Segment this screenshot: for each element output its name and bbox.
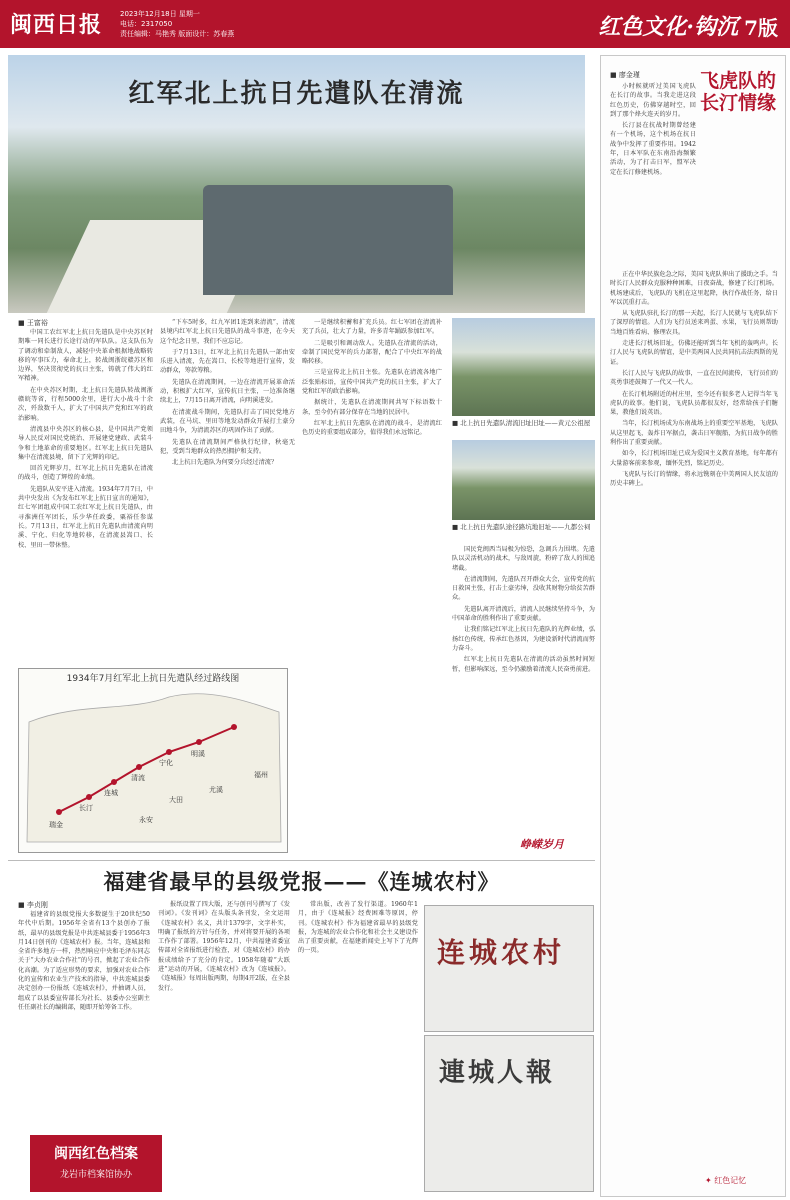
place-label: 永安 xyxy=(139,816,153,824)
photo-caption-1: ■ 北上抗日先遣队清流旧址旧址——黄元公祖屋 xyxy=(452,419,591,427)
main-article-title: 红军北上抗日先遣队在清流 xyxy=(128,79,465,109)
place-label: 清流 xyxy=(131,774,145,782)
newspaper-front-page-photo xyxy=(424,1035,594,1192)
section-divider xyxy=(8,860,595,861)
gongzu-hall-photo xyxy=(452,318,595,416)
main-byline: ■ 王富裕 xyxy=(18,319,48,327)
paragraph: 在清流期间，先遣队召开群众大会，宣传党的抗日救国主张，打击土豪劣绅，没收其财物分给贫苦群众。 xyxy=(452,575,595,602)
main-col-4 xyxy=(452,545,595,823)
bottom-col-2 xyxy=(158,900,290,1190)
newspaper-masthead-photo xyxy=(424,905,594,1032)
paragraph: 从飞虎队驻扎长汀的那一天起，长汀人民就与飞虎队结下了深厚的情谊。人们为飞行员送来鸡蛋、水果，飞行员则帮助当地百姓看病、修理农具。 xyxy=(610,310,778,336)
place-label: 宁化 xyxy=(159,759,173,767)
paragraph: 三是宣传北上抗日主张。先遣队在清流各地广泛张贴标语，宣传中国共产党的抗日主张，扩大了党和红军的政治影响。 xyxy=(302,369,442,396)
place-marker xyxy=(86,794,92,800)
jiudu-hall-photo xyxy=(452,440,595,520)
place-label: 尤溪 xyxy=(209,786,223,794)
place-label: 福州 xyxy=(254,771,268,779)
paragraph: 清流县中央苏区的核心县，是中国共产党领导人民反对国民党统治、开展建党建政、武装斗争和土地革命的重要地区。红军北上抗日先遣队集中在清流县境，留下了光辉的印记。 xyxy=(18,425,153,461)
footer-text: 红色记忆 xyxy=(714,1176,747,1185)
paragraph: 先遣队从安平进入清流。1934年7月7日，中共中央发出《为发布红军北上抗日宣言的通知》，红七军团组成中国工农红军北上抗日先遣队，由寻淮洲任军团长，乐少华任政委，粟裕任参谋长。7月13日，红军北上抗日先遣队由清流向明溪、宁化、归化等地转移，在清流县嵩口、长校、里田一带休整。 xyxy=(18,485,153,549)
issue-date: 2023年12月18日 星期一 xyxy=(120,10,200,18)
main-col-1 xyxy=(18,328,153,663)
bottom-byline: ■ 李贞刚 xyxy=(18,901,48,909)
main-col-3 xyxy=(302,318,442,858)
paragraph: 先遣队在清流期间严格执行纪律，秋毫无犯，受到当地群众的热烈拥护和支持。 xyxy=(160,438,295,455)
place-marker xyxy=(196,739,202,745)
paragraph: 于7月13日，红军北上抗日先遣队一部由安乐进入清流，先在嵩口、长校等地进行宣传，发动群众，筹款筹粮。 xyxy=(160,348,295,375)
paragraph: 走进长汀机场旧址，仿佛还能听到当年飞机的轰鸣声。长汀人民与飞虎队的情谊，是中美两国人民共同抗击法西斯的见证。 xyxy=(610,340,778,366)
bottom-article-title: 福建省最早的县级党报——《连城农村》 xyxy=(103,869,500,894)
paragraph: 在清流战斗期间，先遣队打击了国民党地方武装，在马坑、里田等地发动群众开展打土豪分田地斗争，为清流苏区的巩固作出了贡献。 xyxy=(160,408,295,435)
paper-name: 闽西日报 xyxy=(10,12,103,38)
map-drawing xyxy=(19,682,287,852)
right-article-title: 飞虎队的长汀情缘 xyxy=(700,70,777,114)
phone: 电话：2317050 xyxy=(120,20,173,28)
place-marker xyxy=(56,809,62,815)
page-number: 7版 xyxy=(744,16,778,40)
paragraph: 飞虎队与长汀的情缘，将永远镌刻在中美两国人民友谊的历史丰碑上。 xyxy=(610,470,778,488)
right-footer-label xyxy=(705,1175,746,1186)
newspaper-masthead-text: 连城农村 xyxy=(437,936,566,969)
place-label: 瑞金 xyxy=(49,821,63,829)
right-byline: ■ 廖金瑾 xyxy=(610,71,640,79)
paragraph: 正在中华民族危急之际，美国飞虎队伸出了援助之手。当时长汀人民群众克服种种困难，日夜奋战，修建了长汀机场。机场建成后，飞虎队的飞机在这里起降，执行作战任务，给日军以沉重打击。 xyxy=(610,271,778,306)
editors: 责任编辑：马艳秀 版面设计：苏春燕 xyxy=(120,30,235,38)
paragraph: 当年，长汀机场成为东南战场上的重要空军基地，飞虎队从这里起飞，轰炸日军据点，袭击日军舰船，为抗日战争的胜利作出了重要贡献。 xyxy=(610,420,778,447)
bottom-col-3 xyxy=(298,900,418,1190)
paragraph: 一是继续积蓄和扩充兵员。红七军团在清流补充了兵员，壮大了力量，许多青年踊跃参加红军。 xyxy=(302,319,442,336)
newspaper-front-page-text: 連城人報 xyxy=(439,1058,556,1088)
photo-caption-2: ■ 北上抗日先遣队途径路坑地旧址——九都公祠 xyxy=(452,523,591,531)
column-label: 峥嵘岁月 xyxy=(520,838,564,851)
archive-title: 闽西红色档案 xyxy=(54,1146,138,1162)
place-marker xyxy=(166,749,172,755)
paragraph: 红军北上抗日先遣队在清流的活动虽然时间短暂，但影响深远，至今仍激励着清流人民奋勇前进。 xyxy=(452,656,595,673)
paragraph: 国民党闽西当局极为惊恐，急调兵力围堵。先遣队以灵活机动的战术，与敌周旋，粉碎了敌人的围追堵截。 xyxy=(452,546,595,572)
archive-sub: 龙岩市档案馆协办 xyxy=(59,1170,132,1180)
paragraph: 长汀县在抗战时期曾经建有一个机场，这个机场在抗日战争中发挥了重要作用。1942年，日本军队在东南沿海频繁活动，为了打击日军，盟军决定在长汀修建机场。 xyxy=(610,122,696,176)
route-map xyxy=(18,668,288,853)
masthead xyxy=(0,0,790,48)
paragraph: 让我们铭记红军北上抗日先遣队的光辉业绩，弘扬红色传统，传承红色基因，为建设新时代清流而努力奋斗。 xyxy=(452,626,595,652)
section-name: 红色文化·钩沉 xyxy=(598,14,738,40)
place-marker xyxy=(231,724,237,730)
paragraph: 北上抗日先遣队为何要分兵经过清流？ xyxy=(172,459,278,467)
star-icon: ✦ xyxy=(705,1176,712,1185)
place-marker xyxy=(136,764,142,770)
paragraph: 先遣队离开清流后，清流人民继续坚持斗争，为中国革命的胜利作出了重要贡献。 xyxy=(452,605,595,623)
paragraph: 二是吸引和调动敌人。先遣队在清流的活动，牵制了国民党军的兵力部署，配合了中央红军的战略转移。 xyxy=(302,339,442,366)
paragraph: 长汀人民与飞虎队的故事，一直在民间流传，飞行员们的英勇事迹鼓舞了一代又一代人。 xyxy=(610,369,778,387)
paragraph: 先遣队在清流期间，一边在清流开展革命活动，积极扩大红军，宣传抗日主张，一边准备继续北上，7月15日离开清流，向明溪进发。 xyxy=(160,378,295,405)
paragraph: 福建省的县级党报大多数诞生于20世纪50年代中后期。1956年全省有13个县创办了报纸，最早的县级党报是中共连城县委于1956年3月14日创刊的《连城农村》报。当年，连城县和全省许多地方一样，热烈响应中央和毛泽东同志关于“大办农业合作社”的号召，掀起了农业合作化高潮。为了适应形势的要求，加强对农业合作化的宣传和农业生产技术的指导，中共连城县委决定创办一份报纸《连城农村》，并抽调人员，组成了以县委宣传部长为社长、县委办公室副主任任副社长的编辑部，随即开始筹备工作。 xyxy=(18,911,150,1011)
place-label: 明溪 xyxy=(191,750,205,758)
place-label: 连城 xyxy=(104,789,118,797)
paragraph: 中国工农红军北上抗日先遣队是中央苏区时期唯一同长进行长途行动的军队队。这支队伍为了调动和牵制敌人，减轻中央革命根据地战略转移的军事压力，奉命北上，转战闽浙皖赣苏区和边界，坚决贯彻党的抗日主张，铸就了伟大的红军精神。 xyxy=(18,329,153,383)
paragraph: 在长汀机场附近的村庄里，至今还有很多老人记得当年飞虎队的故事。他们说，飞虎队员都很友好，经常给孩子们糖果，教他们说英语。 xyxy=(610,390,778,417)
paragraph: 报纸设置了四大版，还与创刊号撰写了《发刊词》。《发刊词》在头版头条刊发，全文运用《连城农村》名义，共计1379字，文字朴实，明确了报纸的方针与任务，并对将要开展的各项工作作了部署。1956年12月，中共福建省委宣传部对全省报纸进行检查，对《连城农村》的办报成绩给予了充分的肯定。1958年随着“大跃进”运动的开展，《连城农村》改为《连城报》。《连城报》每周出版两期，每期4开2版，在全县发行。 xyxy=(158,901,290,992)
paragraph: 回首光辉岁月，红军北上抗日先遣队在清流的战斗，创造了辉煌的业绩。 xyxy=(18,465,153,482)
paragraph: 常出版，改善了发行渠道。1960年1月，由于《连城报》经费困难等原因，停刊。《连城农村》作为福建省最早的县级党报，为连城的农业合作化和社会主义建设作出了重要贡献，在福建新闻史上写下了光辉的一页。 xyxy=(298,901,418,955)
paragraph: 红军北上抗日先遣队在清流的战斗，是清流红色历史的重要组成部分，值得我们永远铭记。 xyxy=(302,419,442,437)
place-label: 长汀 xyxy=(79,804,93,812)
bottom-col-1 xyxy=(18,910,150,1130)
paragraph: “下车5时多，红九军团1连到来清流”，清流县境内红军北上抗日先遣队的战斗事迹，在今天这个纪念日里，我们不应忘记。 xyxy=(160,319,295,345)
hero-photo xyxy=(8,55,585,313)
right-col-top xyxy=(610,82,696,267)
ancestral-hall-shape xyxy=(203,185,453,295)
place-label: 大田 xyxy=(169,796,183,804)
paragraph: 据统计，先遣队在清流期间共写下标语数十条，至今仍有部分保存在当地的民居中。 xyxy=(302,399,442,416)
place-marker xyxy=(111,779,117,785)
archive-banner xyxy=(30,1135,162,1192)
main-col-2 xyxy=(160,318,295,663)
region-outline xyxy=(27,694,281,842)
paragraph: 在中央苏区时期，北上抗日先遣队转战闽浙赣皖等省，行程5000余里，进行大小战斗十余次，歼敌数千人，扩大了中国共产党和红军的政治影响。 xyxy=(18,386,153,422)
map-title: 1934年7月红军北上抗日先遣队经过路线图 xyxy=(66,674,240,684)
right-col-body xyxy=(610,270,778,1160)
paragraph: 如今，长汀机场旧址已成为爱国主义教育基地，每年都有大量游客前来参观，缅怀先烈，铭记历史。 xyxy=(610,450,778,467)
paragraph: 小时候就听过美国飞虎队在长汀的故事。当我走进这段红色历史，仿佛穿越时空，回到了那个烽火连天的岁月。 xyxy=(610,83,696,118)
